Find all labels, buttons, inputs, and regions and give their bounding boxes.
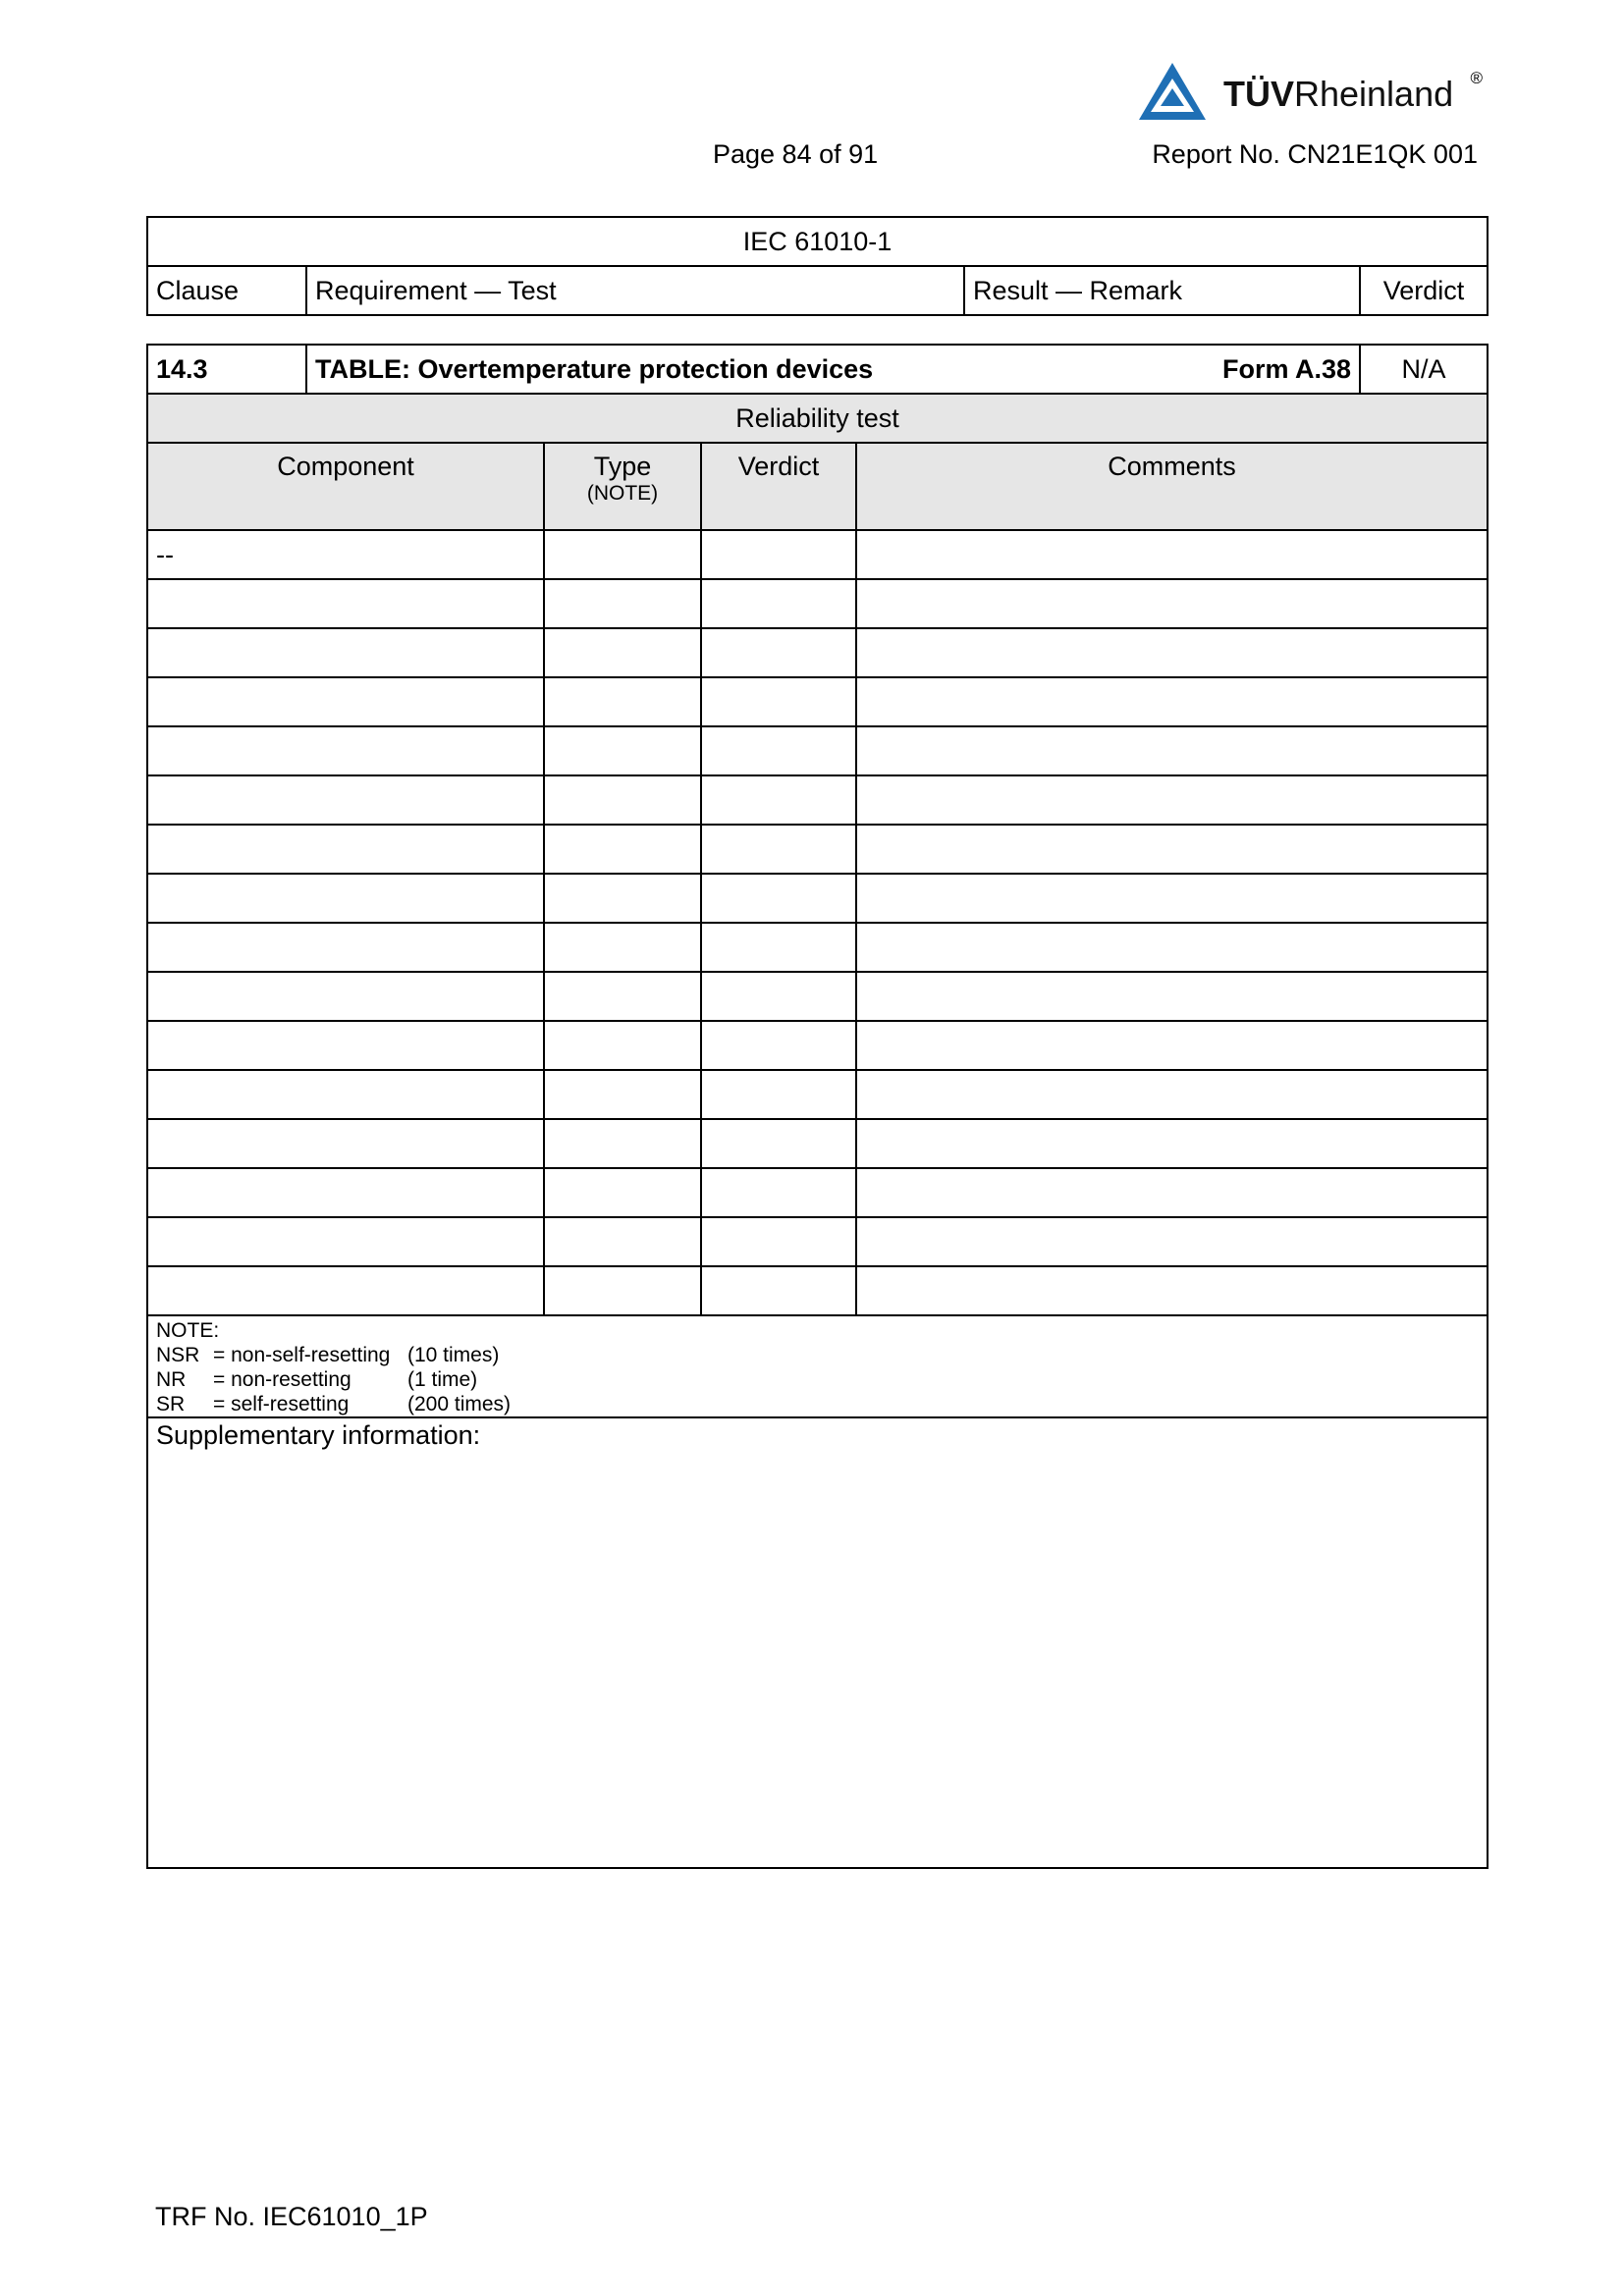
col-type-note: (NOTE) [586,482,659,505]
table-row [147,677,1488,726]
cell-type [544,530,701,579]
cell-type [544,825,701,874]
cell-verdict [701,1070,856,1119]
table-row [147,972,1488,1021]
table-row [147,726,1488,775]
supplementary-label: Supplementary information: [156,1420,481,1450]
col-type [544,443,701,530]
form-number: Form A.38 [1221,353,1352,384]
cell-type [544,972,701,1021]
cell-comments [856,923,1488,972]
cell-component [147,677,544,726]
col-result: Result — Remark [964,266,1360,315]
cell-component [147,972,544,1021]
cell-type [544,1119,701,1168]
note-line [156,1343,1479,1367]
table-row [147,530,1488,579]
cell-verdict [701,1119,856,1168]
note-abbr: SR [156,1393,186,1415]
report-number: Report No. CN21E1QK 001 [1152,139,1478,169]
cell-verdict [701,1021,856,1070]
table-row [147,1021,1488,1070]
brand-name: TÜVRheinland [1223,74,1454,114]
col-type-label: Type [593,452,652,481]
cell-verdict [701,530,856,579]
cell-component [147,1217,544,1266]
note-heading: NOTE: [156,1319,220,1342]
cell-verdict [701,775,856,825]
cell-component: -- [147,530,544,579]
cell-verdict [701,874,856,923]
cell-type [544,1070,701,1119]
col-row-verdict: Verdict [701,443,856,530]
cell-type [544,1021,701,1070]
table-subtitle: Reliability test [147,394,1488,443]
cell-component [147,1168,544,1217]
col-verdict: Verdict [1360,266,1488,315]
note-abbr: NR [156,1368,187,1391]
standard-name: IEC 61010-1 [147,217,1488,266]
col-comments: Comments [856,443,1488,530]
cell-type [544,1168,701,1217]
note-count: (1 time) [407,1368,478,1391]
cell-type [544,1217,701,1266]
note-abbr: NSR [156,1344,200,1366]
cell-type [544,579,701,628]
cell-comments [856,530,1488,579]
cell-verdict [701,628,856,677]
cell-verdict [701,1168,856,1217]
cell-type [544,775,701,825]
clause-number: 14.3 [147,345,306,394]
cell-verdict [701,825,856,874]
cell-type [544,1266,701,1315]
cell-component [147,1021,544,1070]
col-clause: Clause [147,266,306,315]
cell-comments [856,1168,1488,1217]
cell-component [147,775,544,825]
cell-component [147,628,544,677]
note-desc: = non-resetting [213,1368,352,1391]
cell-comments [856,628,1488,677]
table-title [306,345,1360,394]
cell-component [147,923,544,972]
overtemperature-table [146,344,1489,1869]
note-line [156,1392,1479,1416]
registered-mark: ® [1470,69,1483,87]
cell-component [147,825,544,874]
table-title-text: TABLE: Overtemperature protection devices [315,353,874,384]
cell-verdict [701,579,856,628]
cell-component [147,1070,544,1119]
table-row [147,825,1488,874]
cell-comments [856,1217,1488,1266]
supplementary-information [147,1417,1488,1868]
cell-comments [856,1070,1488,1119]
table-row [147,1070,1488,1119]
cell-verdict [701,1266,856,1315]
cell-comments [856,825,1488,874]
table-row [147,1168,1488,1217]
cell-comments [856,1021,1488,1070]
cell-type [544,874,701,923]
table-row [147,579,1488,628]
table-row [147,1266,1488,1315]
table-row [147,1119,1488,1168]
cell-comments [856,775,1488,825]
note-block [147,1315,1488,1417]
cell-comments [856,1119,1488,1168]
note-desc: = non-self-resetting [213,1344,391,1366]
cell-comments [856,677,1488,726]
table-row [147,775,1488,825]
cell-type [544,726,701,775]
trf-number: TRF No. IEC61010_1P [155,2202,428,2231]
cell-verdict [701,972,856,1021]
standard-header-table [146,216,1489,316]
table-row [147,874,1488,923]
cell-type [544,923,701,972]
cell-type [544,628,701,677]
page-number: Page 84 of 91 [713,139,879,169]
table-row [147,628,1488,677]
cell-verdict [701,1217,856,1266]
cell-component [147,726,544,775]
cell-verdict [701,677,856,726]
cell-verdict [701,923,856,972]
cell-comments [856,726,1488,775]
note-line [156,1367,1479,1392]
note-desc: = self-resetting [213,1393,350,1415]
tuv-triangle-icon [1137,61,1208,122]
cell-type [544,677,701,726]
cell-comments [856,972,1488,1021]
col-requirement: Requirement — Test [306,266,964,315]
table-row [147,923,1488,972]
note-count: (10 times) [407,1344,500,1366]
cell-component [147,874,544,923]
cell-verdict [701,726,856,775]
cell-comments [856,1266,1488,1315]
cell-component [147,1119,544,1168]
tuv-rheinland-logo [1137,61,1483,128]
table-verdict: N/A [1360,345,1488,394]
cell-comments [856,579,1488,628]
cell-component [147,1266,544,1315]
note-count: (200 times) [407,1393,512,1415]
col-component: Component [147,443,544,530]
table-row [147,1217,1488,1266]
cell-comments [856,874,1488,923]
cell-component [147,579,544,628]
